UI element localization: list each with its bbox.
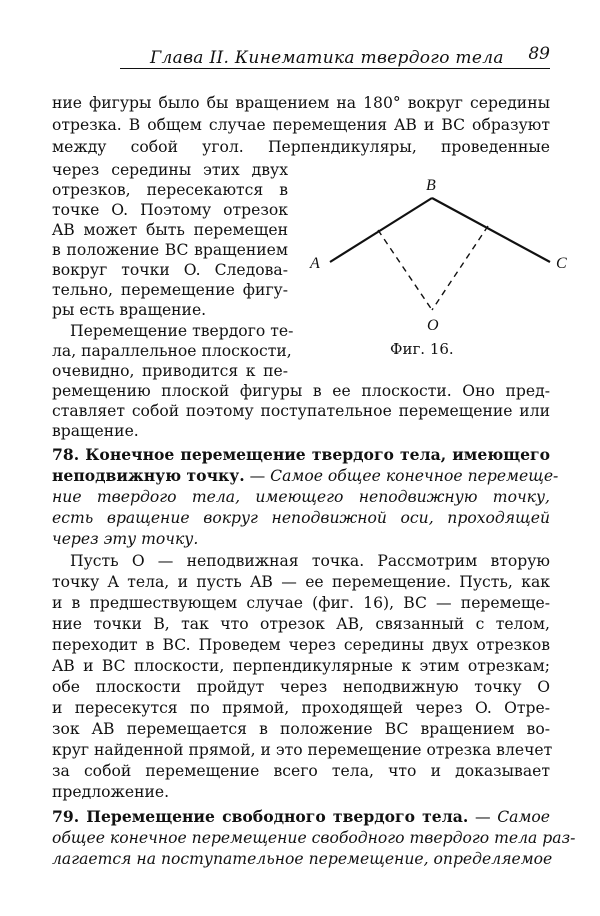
theorem-text: Самое bbox=[497, 808, 551, 826]
header-rule bbox=[120, 68, 550, 69]
text-line: круг найденной прямой, и это перемещение отрезка влечет bbox=[52, 741, 553, 759]
text-line: за собой перемещение всего тела, что и доказывает bbox=[52, 762, 550, 780]
text-line: ние точки B, так что отрезок AB, связанный с телом, bbox=[52, 615, 550, 633]
text-line: ставляет собой поэтому поступательное перемещение или bbox=[52, 402, 550, 420]
text-line: ремещению плоской фигуры в ее плоскости. Оно пред- bbox=[52, 382, 550, 400]
section-78-heading: 78. Конечное перемещение твердого тела, имеющего bbox=[52, 445, 550, 464]
segment-ab bbox=[330, 198, 432, 262]
text-line: очевидно, приводится к пе- bbox=[52, 362, 288, 380]
text-line: точку A тела, и пусть AB — ее перемещение. Пусть, как bbox=[52, 573, 550, 591]
perpendicular-ab bbox=[378, 230, 432, 310]
segment-bc bbox=[432, 198, 550, 262]
label-o: O bbox=[427, 317, 439, 334]
text-line: и в предшествующем случае (фиг. 16), BC — перемеще- bbox=[52, 594, 550, 612]
text-line: тельно, перемещение фигу- bbox=[52, 281, 288, 299]
label-a: A bbox=[310, 255, 320, 272]
text-line: вокруг точки O. Следова- bbox=[52, 261, 288, 279]
text-line: отрезка. В общем случае перемещения AB и BC образуют bbox=[52, 116, 550, 134]
figure-caption: Фиг. 16. bbox=[390, 340, 454, 358]
page-header bbox=[120, 40, 550, 70]
theorem-text: есть вращение вокруг неподвижной оси, проходящей bbox=[52, 509, 550, 527]
text-line: предложение. bbox=[52, 783, 170, 801]
figure-16 bbox=[300, 170, 580, 360]
text-line: переходит в BC. Проведем через середины двух отрезков bbox=[52, 636, 550, 654]
text-line: вращение. bbox=[52, 422, 139, 440]
text-line: зок AB перемещается в положение BC вращением во- bbox=[52, 720, 550, 738]
theorem-text: общее конечное перемещение свободного твердого тела раз- bbox=[52, 829, 576, 847]
dash: — bbox=[468, 808, 498, 826]
theorem-text: ние твердого тела, имеющего неподвижную точку, bbox=[52, 488, 550, 506]
theorem-text: Самое общее конечное перемеще- bbox=[270, 467, 559, 485]
perpendicular-bc bbox=[432, 226, 488, 310]
text-line bbox=[52, 466, 559, 486]
text-line: обе плоскости пройдут через неподвижную точку O bbox=[52, 678, 550, 696]
text-line: через середины этих двух bbox=[52, 161, 288, 179]
text-line: между собой угол. Перпендикуляры, проведенные bbox=[52, 138, 550, 156]
page-number: 89 bbox=[528, 44, 550, 64]
theorem-text: лагается на поступательное перемещение, определяемое bbox=[52, 850, 553, 868]
text-line: ры есть вращение. bbox=[52, 301, 207, 319]
text-line: Пусть O — неподвижная точка. Рассмотрим вторую bbox=[70, 552, 550, 570]
text-line: AB может быть перемещен bbox=[52, 221, 288, 239]
label-c: C bbox=[556, 255, 567, 272]
text-line: в положение BC вращением bbox=[52, 241, 288, 259]
text-line: и пересекутся по прямой, проходящей через O. Отре- bbox=[52, 699, 550, 717]
text-line: ние фигуры было бы вращением на 180° вокруг середины bbox=[52, 94, 550, 112]
theorem-text: через эту точку. bbox=[52, 530, 199, 548]
label-b: B bbox=[426, 177, 436, 194]
text-line: ла, параллельное плоскости, bbox=[52, 342, 292, 360]
section-78-heading-end: неподвижную точку. bbox=[52, 466, 245, 485]
section-79-heading: 79. Перемещение свободного твердого тела. bbox=[52, 807, 469, 826]
running-head: Глава II. Кинематика твердого тела bbox=[150, 48, 504, 68]
dash: — bbox=[244, 467, 271, 485]
text-line: AB и BC плоскости, перпендикулярные к этим отрезкам; bbox=[52, 657, 550, 675]
text-line: точке O. Поэтому отрезок bbox=[52, 201, 288, 219]
text-line: Перемещение твердого те- bbox=[70, 322, 294, 340]
text-line bbox=[52, 807, 550, 827]
text-line: отрезков, пересекаются в bbox=[52, 181, 288, 199]
